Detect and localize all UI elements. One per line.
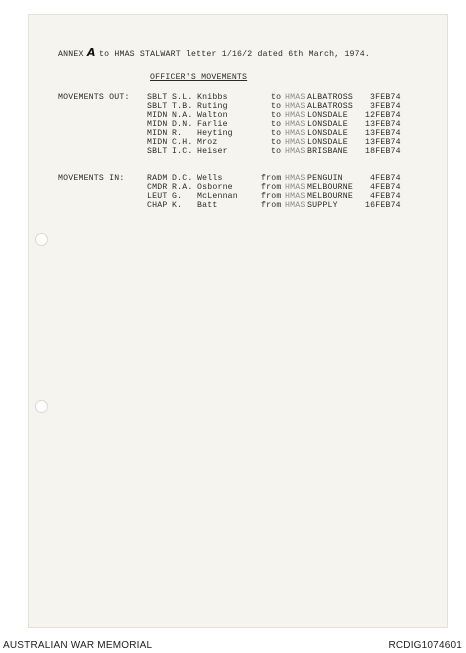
surname: Mroz [197,138,218,147]
annex-reference: to HMAS STALWART letter 1/16/2 dated 6th March, 1974. [99,50,371,59]
date: 12FEB74 [365,111,401,120]
surname: Ruting [197,102,228,111]
date: 4FEB74 [370,183,401,192]
direction: from [261,183,282,192]
date: 3FEB74 [370,102,401,111]
rank: SBLT [147,93,168,102]
ship-prefix: HMAS [285,138,306,147]
direction: from [261,201,282,210]
ship-name: LONSDALE [307,129,348,138]
initials: G. [172,192,183,201]
surname: Batt [197,201,218,210]
direction: to [271,138,282,147]
rank: MIDN [147,120,168,129]
movements-in-label: MOVEMENTS IN: [58,174,125,183]
surname: Farlie [197,120,228,129]
direction: from [261,174,282,183]
ship-name: SUPPLY [307,201,338,210]
ship-prefix: HMAS [285,111,306,120]
date: 13FEB74 [365,129,401,138]
rank: SBLT [147,147,168,156]
rank: SBLT [147,102,168,111]
date: 18FEB74 [365,147,401,156]
rank: CHAP [147,201,168,210]
rank: LEUT [147,192,168,201]
ship-prefix: HMAS [285,102,306,111]
ship-prefix: HMAS [285,147,306,156]
ship-prefix: HMAS [285,120,306,129]
movements-out-label: MOVEMENTS OUT: [58,93,130,102]
initials: R. [172,129,183,138]
ship-name: PENGUIN [307,174,343,183]
ship-prefix: HMAS [285,201,306,210]
ship-prefix: HMAS [285,174,306,183]
initials: I.C. [172,147,193,156]
footer-identifier: RCDIG1074601 [388,640,462,651]
ship-name: LONSDALE [307,138,348,147]
initials: R.A. [172,183,193,192]
surname: Osborne [197,183,233,192]
rank: MIDN [147,111,168,120]
date: 13FEB74 [365,138,401,147]
ship-prefix: HMAS [285,183,306,192]
ship-name: ALBATROSS [307,93,354,102]
direction: to [271,120,282,129]
date: 3FEB74 [370,93,401,102]
rank: MIDN [147,138,168,147]
rank: MIDN [147,129,168,138]
initials: D.C. [172,174,193,183]
direction: to [271,129,282,138]
initials: K. [172,201,183,210]
date: 16FEB74 [365,201,401,210]
date: 4FEB74 [370,192,401,201]
ship-prefix: HMAS [285,192,306,201]
initials: N.A. [172,111,193,120]
direction: to [271,111,282,120]
punch-hole-upper [35,233,48,246]
surname: Walton [197,111,228,120]
direction: to [271,147,282,156]
date: 13FEB74 [365,120,401,129]
ship-prefix: HMAS [285,93,306,102]
ship-name: LONSDALE [307,120,348,129]
date: 4FEB74 [370,174,401,183]
rank: CMDR [147,183,168,192]
punch-hole-lower [35,400,48,413]
initials: C.H. [172,138,193,147]
document-title: OFFICER'S MOVEMENTS [150,73,248,82]
ship-name: MELBOURNE [307,192,354,201]
direction: to [271,93,282,102]
surname: Wells [197,174,223,183]
initials: S.L. [172,93,193,102]
surname: Knibbs [197,93,228,102]
direction: from [261,192,282,201]
surname: Heiser [197,147,228,156]
surname: McLennan [197,192,238,201]
ship-prefix: HMAS [285,129,306,138]
footer-institution: AUSTRALIAN WAR MEMORIAL [3,640,153,651]
annex-word: ANNEX [58,50,84,59]
ship-name: BRISBANE [307,147,348,156]
ship-name: ALBATROSS [307,102,354,111]
ship-name: LONSDALE [307,111,348,120]
ship-name: MELBOURNE [307,183,354,192]
initials: T.B. [172,102,193,111]
initials: D.N. [172,120,193,129]
rank: RADM [147,174,168,183]
surname: Heyting [197,129,233,138]
direction: to [271,102,282,111]
annex-letter-handwritten: A [87,46,96,59]
